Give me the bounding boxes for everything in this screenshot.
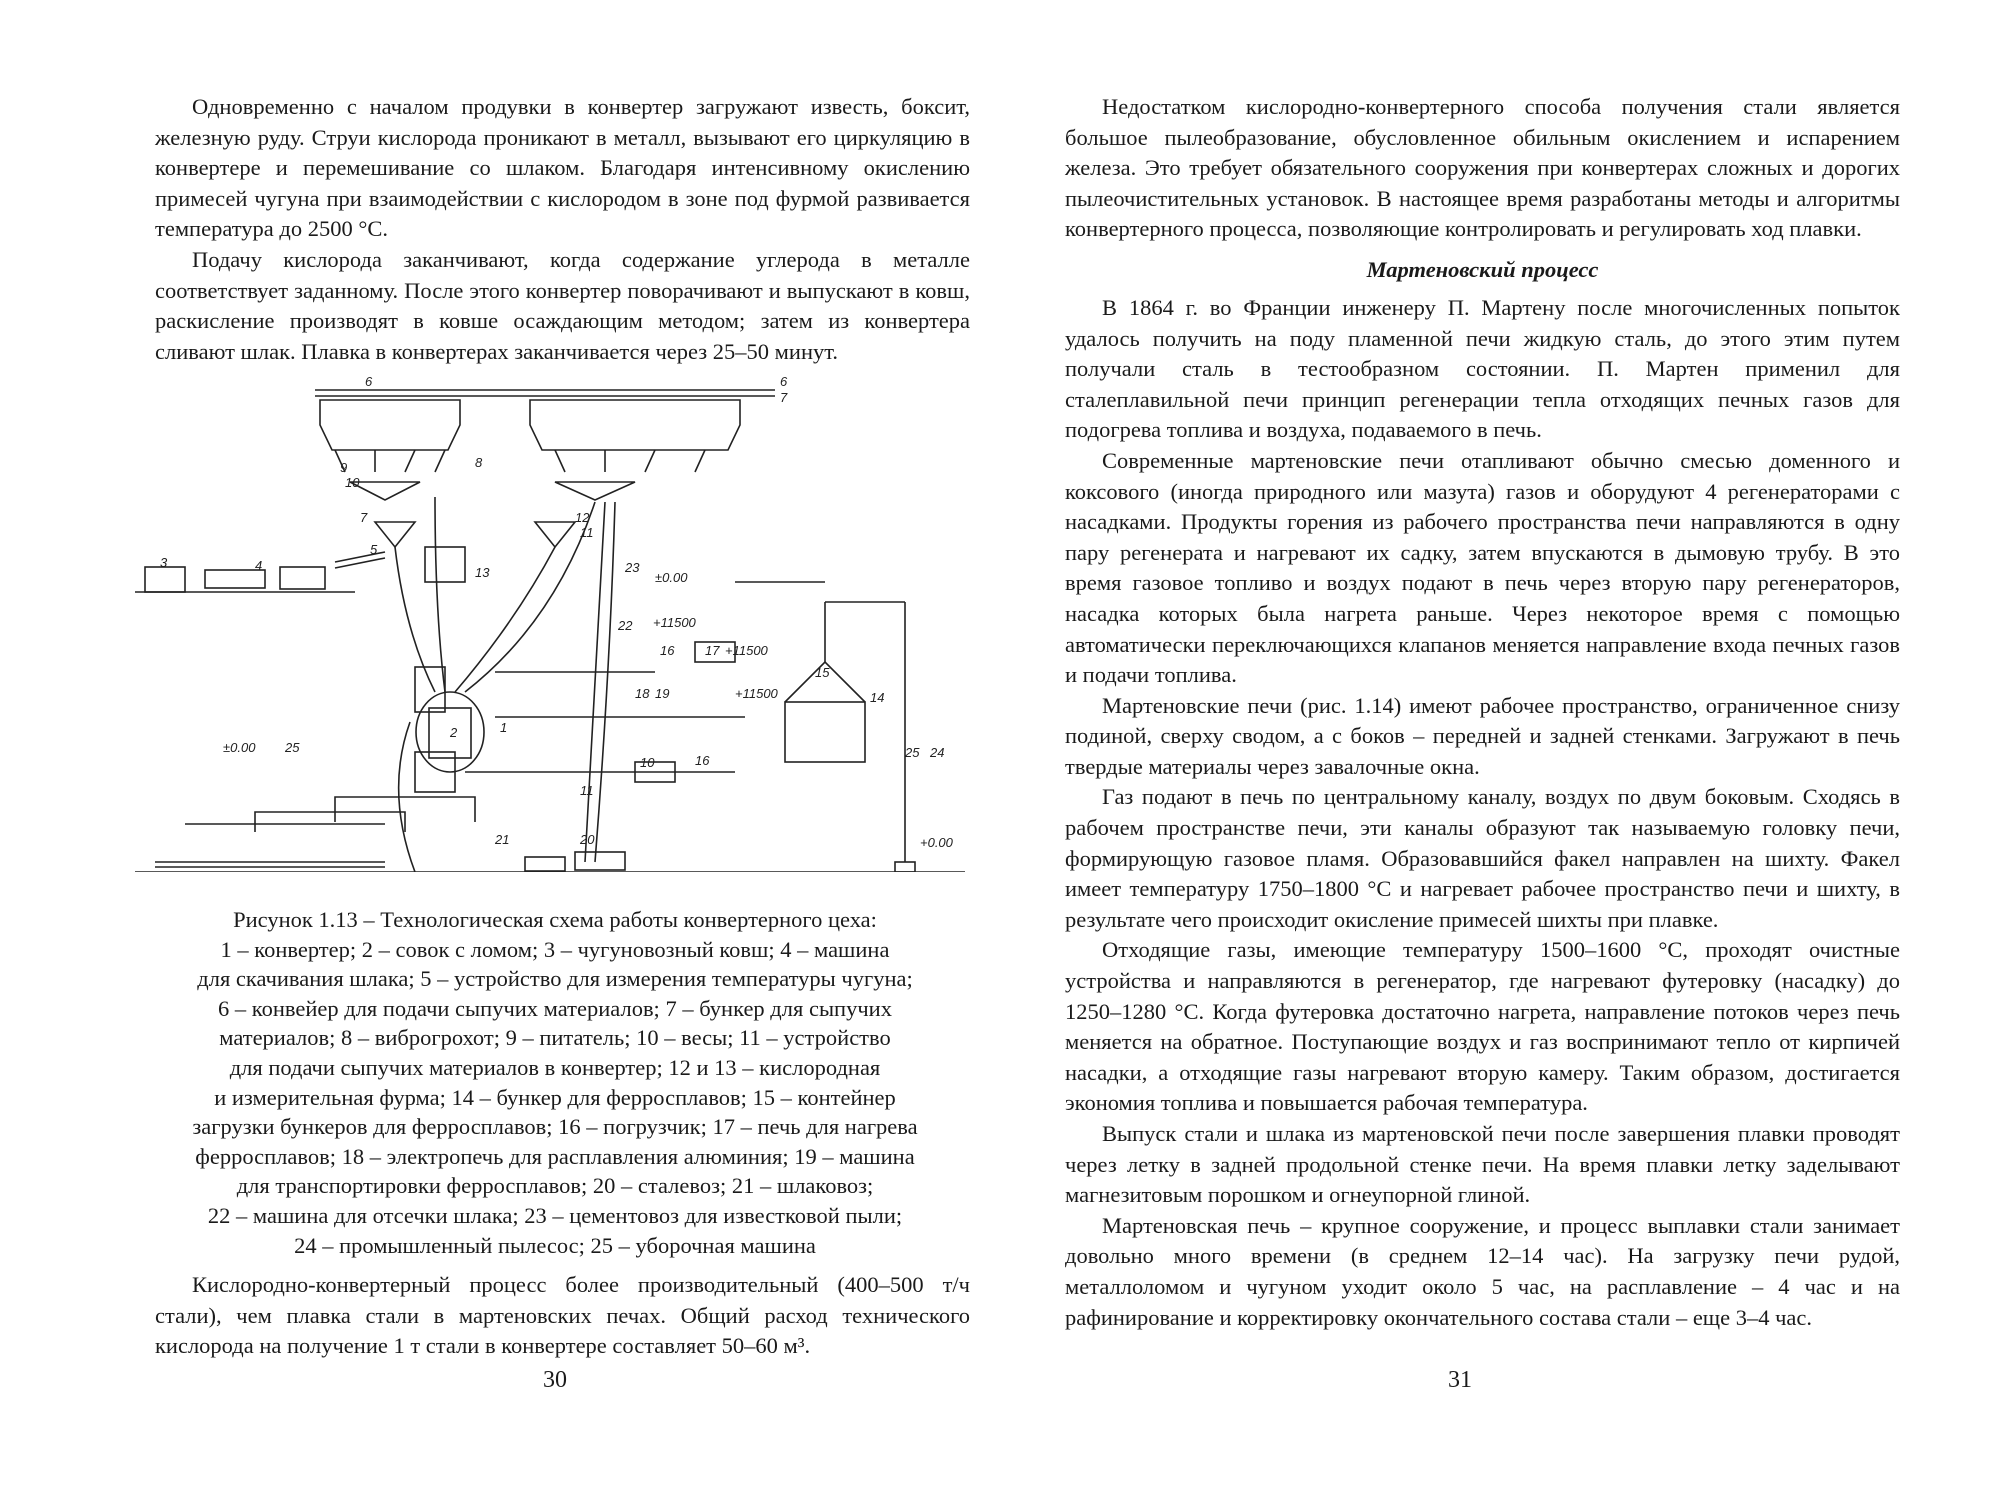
bunker-7 (375, 522, 415, 547)
label-10: 10 (345, 475, 360, 490)
bunker-feeders (555, 450, 705, 472)
label-16: 16 (660, 643, 675, 658)
label-2: 2 (450, 725, 458, 740)
caption-line: 6 – конвейер для подачи сыпучих материалов; 7 – бункер для сыпучих (218, 995, 892, 1021)
label-8: 8 (475, 455, 483, 470)
label-15: 15 (815, 665, 830, 680)
label-6: 6 (365, 374, 373, 389)
label-4: 4 (255, 558, 263, 573)
label-9: 9 (340, 460, 348, 475)
paragraph: Газ подают в печь по центральному каналу, воздух по двум боковым. Сходясь в рабочем пространстве печи, эти каналы образуют так называемую головку печи, формирующую газовое пламя. Образовавшийся факел направлен на шихту. Факел имеет температуру 1750–1800 °C и нагревает рабочее пространство печи и шихту, в результате чего происходит окисление примесей шихты при плавке. (1065, 784, 1900, 932)
paragraph: Одновременно с началом продувки в конвертер загружают известь, боксит, железную руду. Струи кислорода проникают в металл, вызывают его циркуляцию в конвертере и перемешивание со шлаком. Благодаря интенсивному окислению примесей чугуна при взаимодействии с кислородом в зоне под фурмой развивается температура до 2500 °C. (155, 94, 970, 242)
page-number: 31 (1448, 1367, 1472, 1393)
steel-car (575, 852, 625, 870)
ladle (280, 567, 325, 589)
label-11: 11 (580, 783, 594, 798)
slag-car (525, 857, 565, 871)
vacuum (895, 862, 915, 872)
label-25: 25 (905, 745, 920, 760)
ferroalloy-bunkers (785, 702, 865, 762)
label-22: 22 (618, 618, 633, 633)
paragraph: Выпуск стали и шлака из мартеновской печи после завершения плавки проводят через летку в задней продольной стенке печи. На время плавки летку заделывают магнезитовым порошком и огнеупорной глиной. (1065, 1121, 1900, 1208)
paragraph: Подачу кислорода заканчивают, когда содержание углерода в металле соответствует заданному. После этого конвертер поворачивают и выпускают в ковш, раскисление производят в ковше осаждающим методом; затем из конвертера сливают шлак. Плавка в конвертерах заканчивается через 25–50 минут. (155, 246, 970, 364)
left-text-top (155, 92, 970, 367)
bunker-group-right (530, 400, 740, 450)
level-11500: +11500 (653, 615, 696, 630)
caption-line: 24 – промышленный пылесос; 25 – уборочная машина (294, 1232, 816, 1258)
temp-device (335, 552, 385, 568)
label-20: 20 (580, 832, 595, 847)
rail (155, 862, 385, 867)
paragraph: В 1864 г. во Франции инженеру П. Мартену после многочисленных попыток удалось получить на поду пламенной печи жидкую сталь, до этого этим путем получали сталь в тестообразном состоянии. П. Мартен применил для сталеплавильной печи принцип регенерации тепла отходящих печных газов для подогрева топлива и воздуха, подаваемого в печь. (1065, 294, 1900, 443)
label-7: 7 (360, 510, 368, 525)
label-6: 6 (780, 374, 788, 389)
level-11500: +11500 (725, 643, 768, 658)
level-000: ±0.00 (223, 740, 256, 755)
collect-hopper (555, 482, 635, 500)
caption-line: Рисунок 1.13 – Технологическая схема работы конвертерного цеха: (233, 907, 877, 932)
label-1: 1 (500, 720, 508, 735)
paragraph: Мартеновские печи (рис. 1.14) имеют рабочее пространство, ограниченное снизу подиной, сверху сводом, а с боков – передней и задней стенками. Загружают в печь твердые материалы через завалочные окна. (1065, 692, 1900, 779)
label-14: 14 (870, 690, 885, 705)
caption-line: для транспортировки ферросплавов; 20 – сталевоз; 21 – шлаковоз; (236, 1173, 874, 1199)
bunker-feeders (335, 450, 445, 472)
label-18: 18 (635, 686, 650, 701)
label-24: 24 (930, 745, 945, 760)
bunker-7 (535, 522, 575, 547)
label-23: 23 (625, 560, 640, 575)
label-10: 10 (640, 755, 655, 770)
label-25: 25 (285, 740, 300, 755)
paragraph: Отходящие газы, имеющие температуру 1500–1600 °C, проходят очистные устройства и направляются в регенератор, где нагревают футеровку (насадку) до 1250–1280 °C. Когда футеровка достаточно нагрета, направление потоков через печь меняется на обратное. Поступающие воздух и газ воспринимают тепло от кирпичей насадки, а отходящие газы нагревают вторую камеру. Таким образом, достигается экономия топлива и повышается рабочая температура. (1065, 937, 1900, 1116)
ladle-crane (425, 547, 465, 582)
label-7: 7 (780, 390, 788, 405)
figure-caption (150, 905, 960, 1260)
left-text-bottom (155, 1270, 970, 1362)
label-5: 5 (370, 542, 378, 557)
caption-line: и измерительная фурма; 14 – бункер для ферросплавов; 15 – контейнер (214, 1084, 896, 1110)
label-11: 11 (580, 525, 594, 540)
feed-chutes (395, 497, 595, 692)
oxygen-lance-lines (585, 502, 615, 862)
converter-shop-diagram (135, 372, 965, 872)
label-13: 13 (475, 565, 490, 580)
caption-line: для подачи сыпучих материалов в конвертер; 12 и 13 – кислородная (229, 1054, 881, 1080)
paragraph: Мартеновская печь – крупное сооружение, и процесс выплавки стали занимает довольно много времени (в среднем 12–14 час). На загрузку печи рудой, металлоломом и чугуном уходит около 5 час, на расплавление – 4 час и на рафинирование и корректировку окончательного состава стали – еще 3–4 час. (1065, 1212, 1900, 1330)
level-000: ±0.00 (655, 570, 688, 585)
caption-line: загрузки бункеров для ферросплавов; 16 – погрузчик; 17 – печь для нагрева (192, 1114, 918, 1140)
caption-line: 22 – машина для отсечки шлака; 23 – цементовоз для известковой пыли; (207, 1202, 903, 1228)
label-16: 16 (695, 753, 710, 768)
paragraph: Современные мартеновские печи отапливают обычно смесью доменного и коксового (иногда природного или мазута) газов и оборудуют 4 регенераторами с насадками. Продукты горения из рабочего пространства печи направляются в одну пару регенерата и нагревают их садку, затем впускаются в дымовую трубу. В это время газовое топливо и воздух подают в печь через вторую пару регенераторов, насадка которых была нагрета раньше. Через некоторое время с помощью автоматически переключающихся клапанов меняется направление входа печных газов и подачи топлива. (1065, 447, 1900, 688)
scrap-chute (415, 667, 445, 712)
caption-line: материалов; 8 – виброгрохот; 9 – питатель; 10 – весы; 11 – устройство (219, 1025, 891, 1051)
label-19: 19 (655, 686, 670, 701)
label-12: 12 (575, 510, 590, 525)
paragraph: Недостатком кислородно-конвертерного способа получения стали является большое пылеобразование, обусловленное обильным окислением и испарением железа. Это требует обязательного сооружения при конвертерах сложных и дорогих пылеочистительных установок. В настоящее время разработаны методы и алгоритмы конвертерного процесса, позволяющие контролировать и регулировать ход плавки. (1065, 94, 1900, 242)
caption-line: ферросплавов; 18 – электропечь для расплавления алюминия; 19 – машина (195, 1143, 915, 1169)
caption-line: 1 – конвертер; 2 – совок с ломом; 3 – чугуновозный ковш; 4 – машина (220, 936, 890, 962)
label-3: 3 (160, 555, 168, 570)
label-21: 21 (495, 832, 510, 847)
level-11500: +11500 (735, 686, 778, 701)
section-heading: Мартеновский процесс (1366, 256, 1599, 282)
page-number: 30 (543, 1367, 567, 1393)
caption-line: для скачивания шлака; 5 – устройство для измерения температуры чугуна; (197, 966, 913, 992)
level-p000: +0.00 (920, 835, 953, 850)
bracket (255, 812, 405, 832)
right-text (1065, 92, 1900, 1333)
ladle-car (145, 567, 185, 592)
right-page (1000, 0, 2000, 1499)
label-17: 17 (705, 643, 720, 658)
bunker-group-left (320, 400, 460, 450)
paragraph: Кислородно-конвертерный процесс более производительный (400–500 т/ч стали), чем плавка стали в мартеновских печах. Общий расход технического кислорода на получение 1 т стали в конвертере составляет 50–60 м³. (155, 1272, 970, 1359)
collect-hopper (350, 482, 420, 500)
